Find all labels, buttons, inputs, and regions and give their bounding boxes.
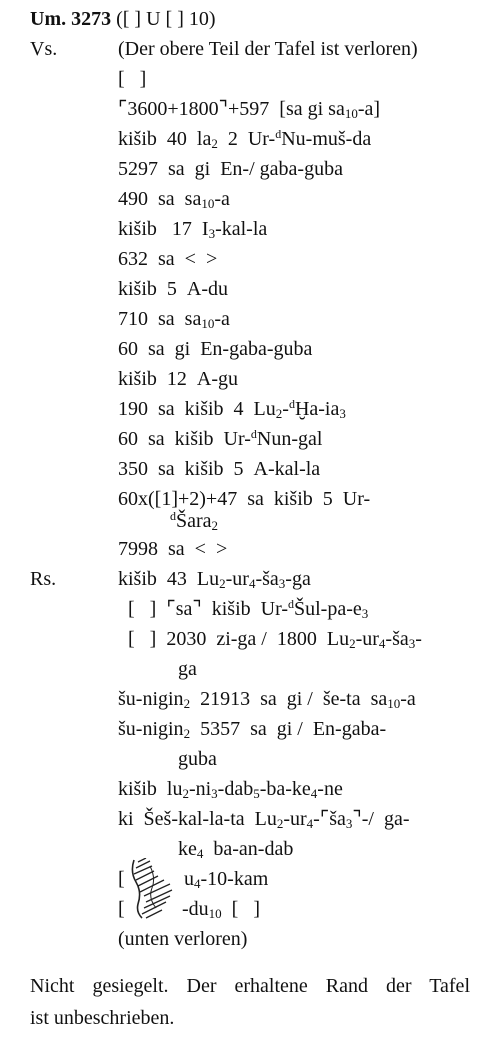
line-text: [ bbox=[118, 868, 125, 890]
tablet-note: ([ ] U [ ] 10) bbox=[111, 8, 216, 30]
line-text: kišib 5 A-du bbox=[118, 278, 228, 300]
line-text: $ke_4$ ba-an-dab bbox=[178, 838, 294, 861]
line-text: 350 sa kišib 5 A-kal-la bbox=[118, 458, 321, 480]
line-text: ⌜3600+1800⌝+597 [sa gi $sa_{10}-a$] bbox=[118, 98, 381, 121]
line-text: 632 sa < > bbox=[118, 248, 218, 270]
line-text: 60 sa gi En-gaba-guba bbox=[118, 338, 313, 360]
line-text: [ ] bbox=[118, 68, 147, 90]
line-text: [ ] ⌜sa⌝ kišib $Ur-^dŠul-pa-e_3$ bbox=[128, 597, 369, 621]
line-text: ga bbox=[178, 658, 197, 680]
line-text: $^d$Šara$_2$ bbox=[170, 509, 219, 533]
line-text: kišib 40 $la_2$ 2 Ur-$^d$Nu-muš-da bbox=[118, 127, 372, 151]
line-text: kišib 17 $I_3-kal-la$ bbox=[118, 218, 268, 241]
tablet-id: Um. 3273 bbox=[30, 8, 112, 30]
reverse-label: Rs. bbox=[30, 568, 57, 590]
line-text: [ bbox=[118, 898, 125, 920]
line-text: ki Šeš-kal-la-ta $Lu_2-ur_4-⌜ša_3⌝-/$ ga- bbox=[118, 808, 410, 831]
line-text: 60x([1]+2)+47 sa kišib 5 Ur- bbox=[118, 488, 371, 510]
line-text: $u_4-10$-kam bbox=[184, 868, 269, 891]
line-text: šu-nigin$_2$ 5357 sa gi / En-gaba- bbox=[118, 718, 387, 741]
line-text: [ ] 2030 zi-ga / 1800 $Lu_2-ur_4-ša_3-$ bbox=[128, 628, 422, 651]
line-text: kišib 43 $Lu_2-ur_4-ša_3-ga$ bbox=[118, 568, 311, 591]
footer-line-2: ist unbeschrieben. bbox=[30, 1007, 175, 1029]
line-text: kišib $lu_2-ni_3-dab_5-ba-ke_4-ne$ bbox=[118, 778, 343, 801]
footer-note bbox=[30, 970, 470, 1034]
obverse-label: Vs. bbox=[30, 38, 58, 60]
tablet-heading bbox=[30, 6, 216, 32]
line-text: 710 sa $sa_{10}-a$ bbox=[118, 308, 230, 331]
line-text: (Der obere Teil der Tafel ist verloren) bbox=[118, 38, 418, 60]
line-text: 490 sa $sa_{10}-a$ bbox=[118, 188, 230, 211]
line-text: 7998 sa < > bbox=[118, 538, 228, 560]
footer-line-1: Nicht gesiegelt. Der erhaltene Rand der Tafel bbox=[30, 975, 470, 997]
line-text: 190 sa kišib 4 $Lu_2-^dḪa-ia_3$ bbox=[118, 397, 346, 421]
line-text: (unten verloren) bbox=[118, 928, 248, 950]
line-text: kišib 12 A-gu bbox=[118, 368, 238, 390]
line-text: guba bbox=[178, 748, 217, 770]
line-text: 5297 sa gi En-/ gaba-guba bbox=[118, 158, 343, 180]
damaged-area-hatching-icon bbox=[126, 858, 182, 920]
line-text: šu-nigin$_2$ 21913 sa gi / še-ta $sa_{10}-a$ bbox=[118, 688, 416, 711]
line-text: $-du_{10}$ [ ] bbox=[182, 898, 260, 921]
line-text: 60 sa kišib Ur-$^d$Nun-gal bbox=[118, 427, 323, 450]
